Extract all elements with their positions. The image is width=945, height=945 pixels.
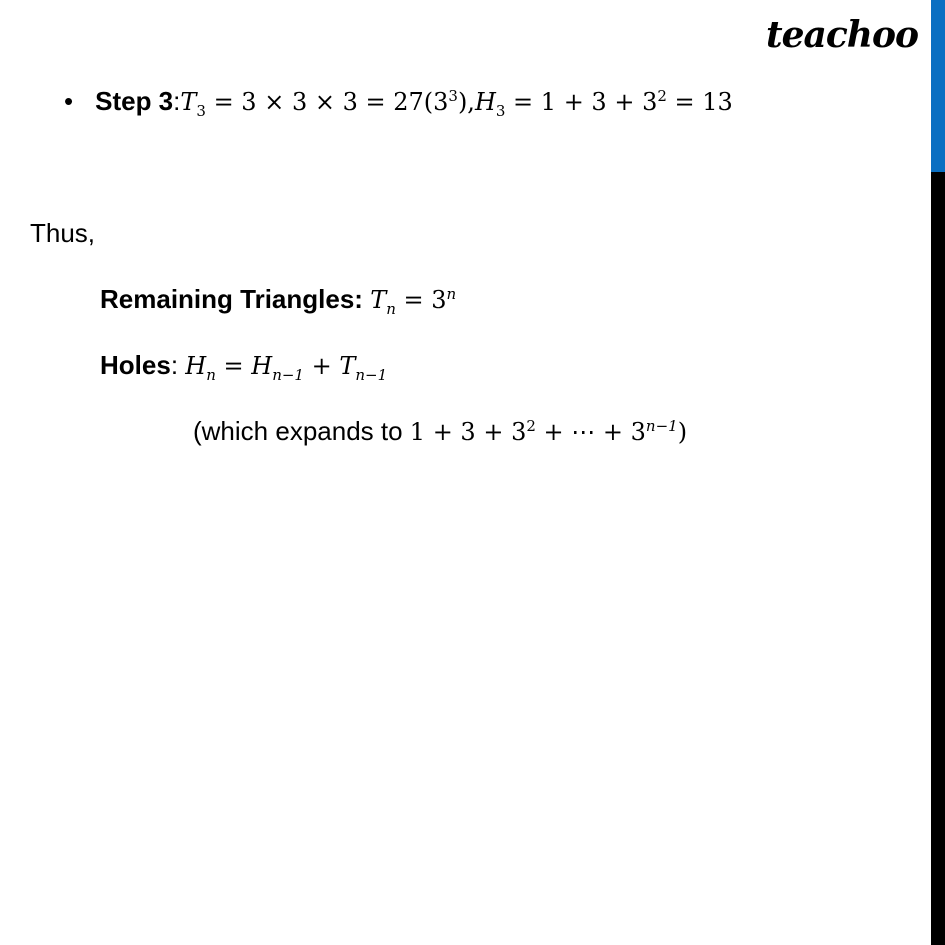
t-var: T	[180, 88, 197, 116]
sidebar-accent-black	[931, 172, 945, 945]
t-exp: 3	[448, 87, 458, 105]
expands-prefix: (which expands to	[193, 416, 410, 446]
h-prev-sub: n−1	[272, 365, 304, 384]
step3-formula	[180, 87, 733, 120]
h-var: H	[185, 352, 207, 380]
h-expr: = 1 + 3 + 3	[505, 88, 658, 116]
plus: +	[303, 352, 340, 380]
t-expr: = 3 × 3 × 3 = 27(3	[205, 88, 449, 116]
h-result: = 13	[666, 88, 733, 116]
series-exp2: n−1	[645, 417, 678, 435]
h-sub: 3	[495, 101, 506, 120]
series-mid: + ⋯ + 3	[535, 418, 646, 446]
colon: :	[170, 350, 179, 380]
t-expr: = 3	[395, 286, 447, 314]
paren-close: ),	[457, 88, 475, 116]
holes-label: Holes	[100, 350, 171, 380]
t-sub: n	[386, 299, 396, 318]
holes-formula	[185, 352, 388, 384]
teachoo-logo: teachoo	[766, 14, 918, 56]
h-exp: 2	[657, 87, 667, 105]
h-prev-var: H	[251, 352, 273, 380]
series-start: 1 + 3 + 3	[409, 418, 527, 446]
holes-line	[100, 350, 387, 384]
series-exp1: 2	[526, 417, 536, 435]
paren-close: )	[677, 418, 688, 446]
bullet: •	[64, 86, 74, 116]
step3-line	[64, 86, 733, 120]
t-exp: n	[446, 285, 457, 303]
colon: :	[173, 86, 181, 116]
expands-line	[193, 416, 687, 447]
t-prev-var: T	[339, 352, 356, 380]
t-sub: 3	[196, 101, 206, 120]
t-prev-sub: n−1	[355, 365, 388, 384]
expands-formula	[410, 418, 687, 446]
thus-text: Thus,	[30, 218, 96, 248]
t-var: T	[370, 286, 387, 314]
remaining-formula	[370, 285, 457, 318]
h-var: H	[474, 88, 496, 116]
step-label: Step 3	[95, 86, 174, 116]
h-sub: n	[206, 365, 216, 384]
sidebar-accent-blue	[931, 0, 945, 172]
remaining-label: Remaining Triangles:	[100, 284, 363, 314]
equals: =	[215, 352, 252, 380]
remaining-triangles-line	[100, 284, 456, 318]
